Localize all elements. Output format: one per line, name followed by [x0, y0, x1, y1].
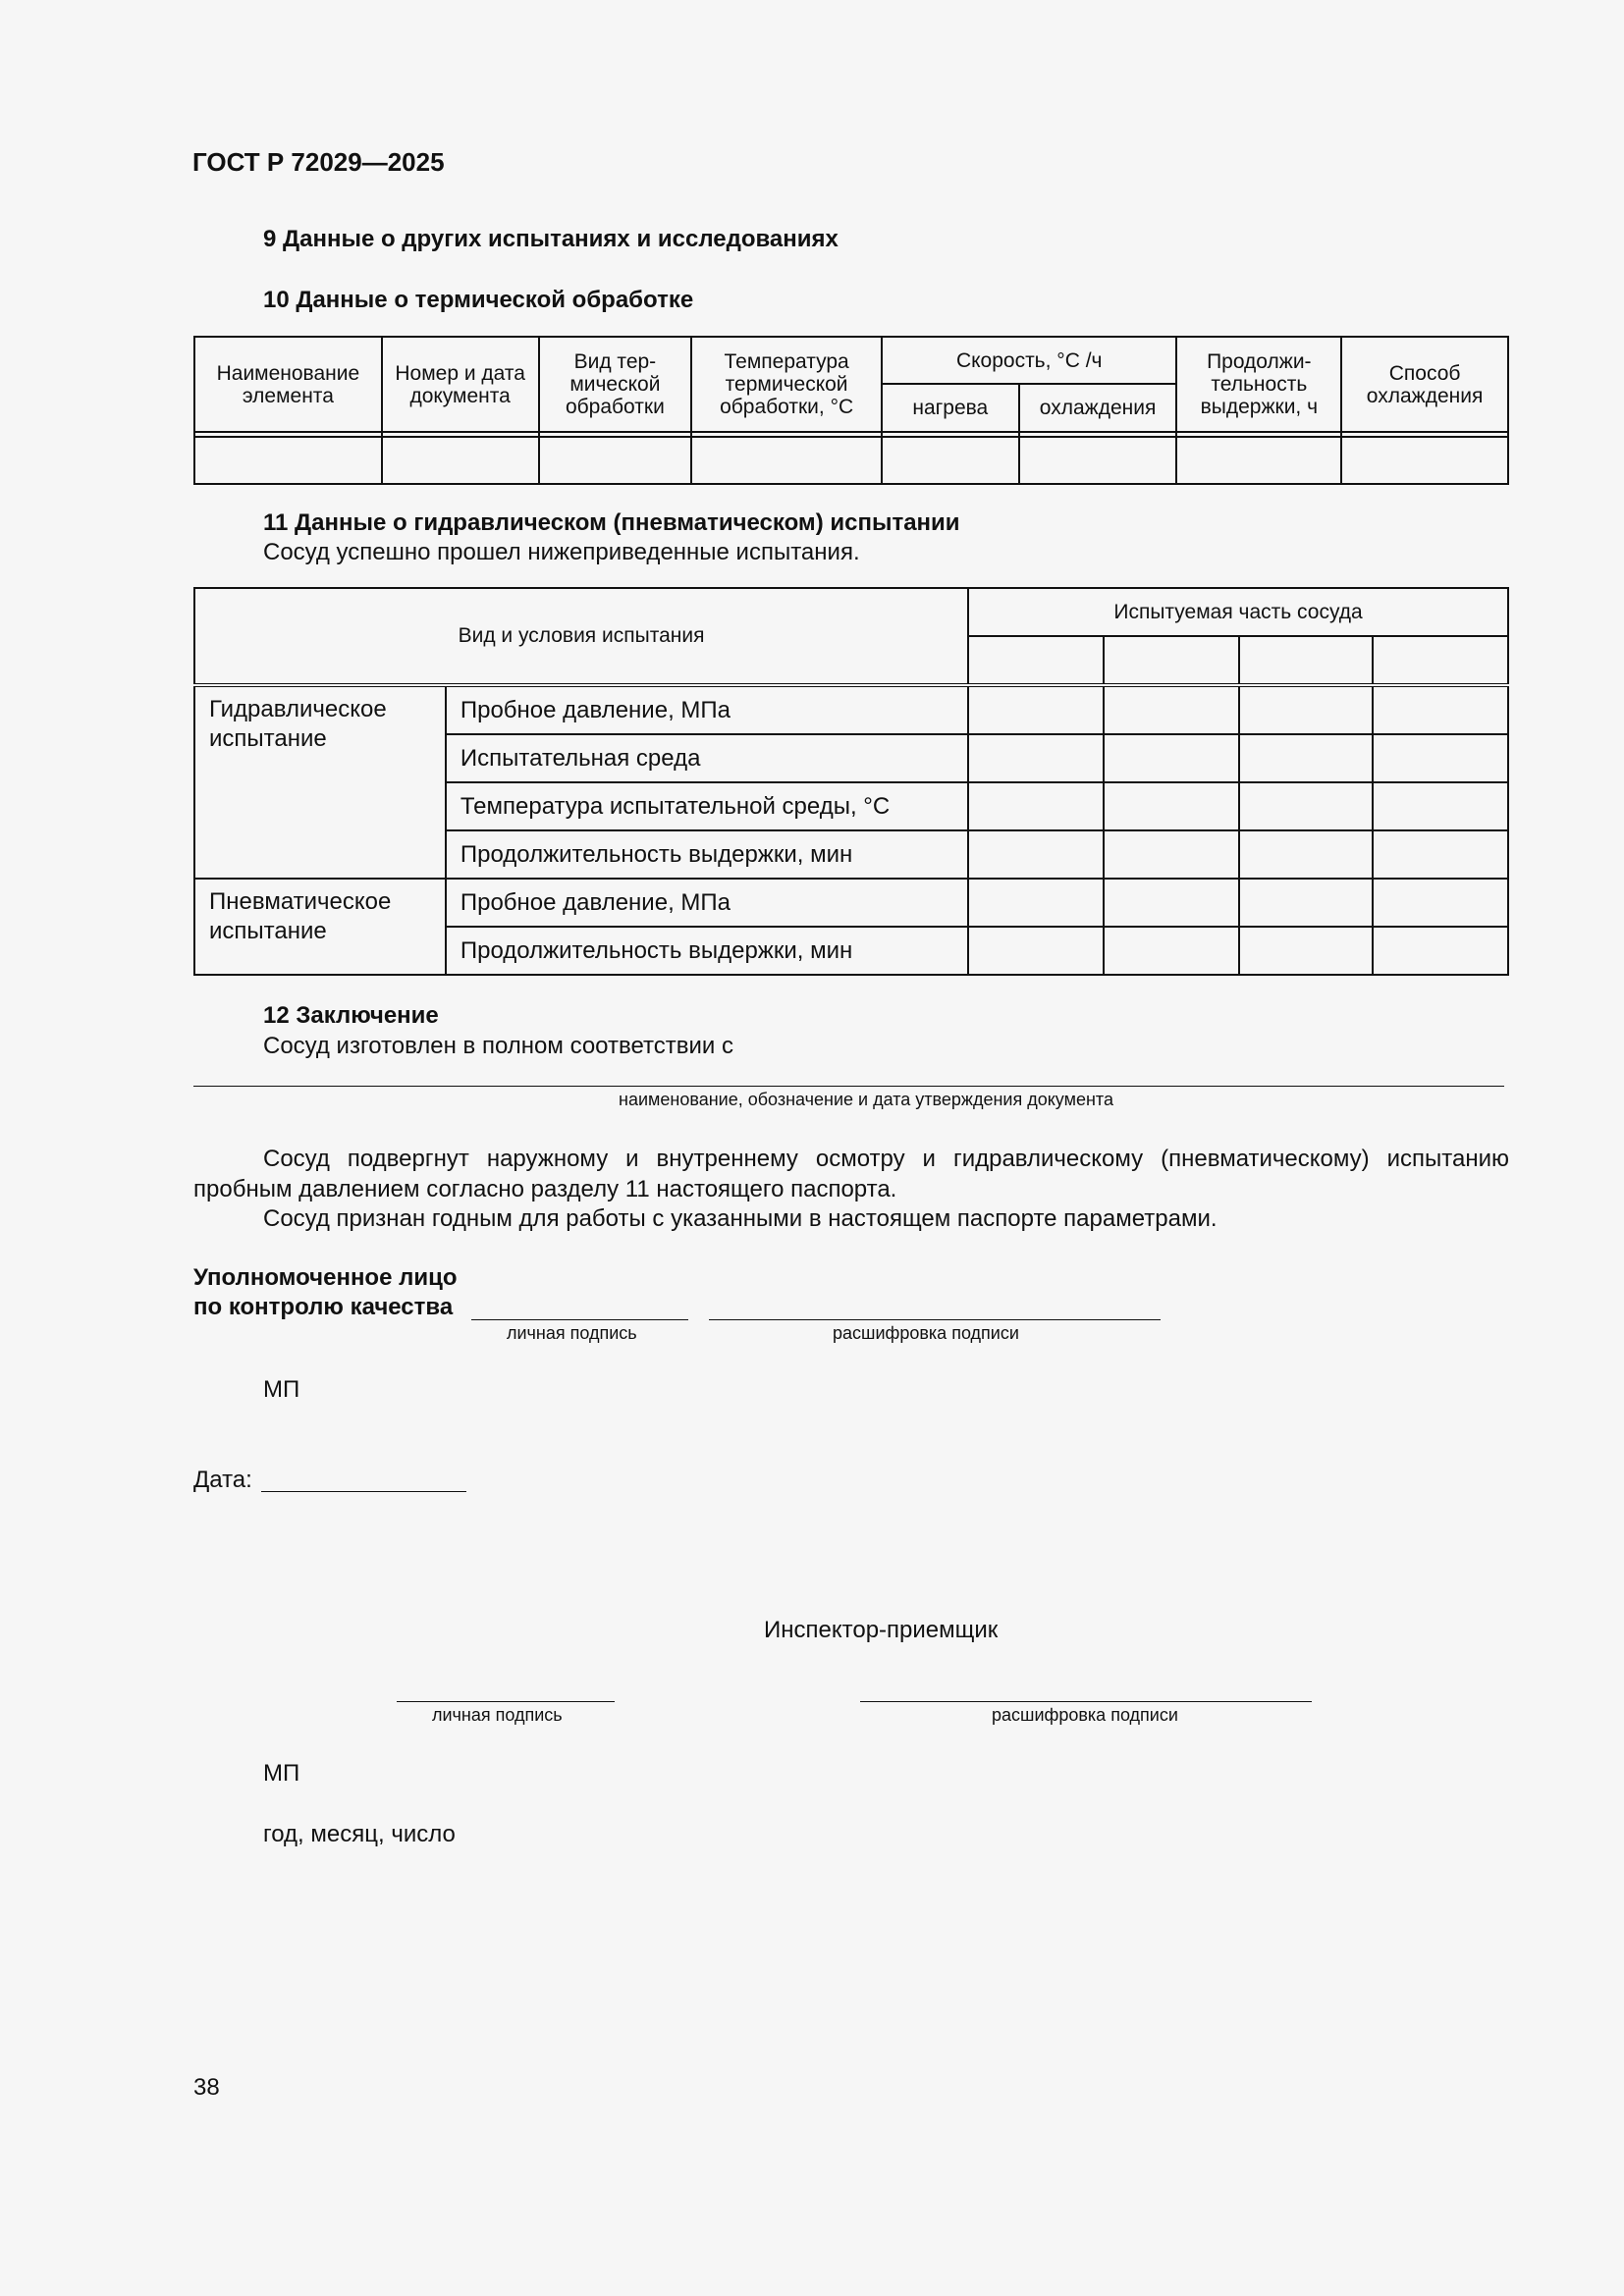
document-reference-line[interactable] [193, 1086, 1504, 1087]
table-cell[interactable] [882, 437, 1019, 484]
col-document: Номер и дата документа [382, 337, 539, 432]
table-cell[interactable] [968, 636, 1104, 685]
signature-decode-line[interactable] [709, 1319, 1161, 1320]
table-cell[interactable] [968, 782, 1104, 830]
table-cell[interactable] [691, 437, 882, 484]
pressure-test-table [193, 587, 1509, 976]
date-line[interactable] [261, 1491, 466, 1492]
inspector-decode-caption: расшифровка подписи [992, 1705, 1178, 1725]
table-cell[interactable] [1373, 636, 1508, 685]
heat-treatment-table [193, 336, 1509, 485]
table-cell[interactable] [1239, 782, 1374, 830]
signature-line[interactable] [471, 1319, 688, 1320]
table-cell[interactable] [1104, 927, 1239, 975]
stamp-label: МП [263, 1376, 300, 1403]
table-cell[interactable] [968, 830, 1104, 879]
pneumatic-test-label: Пневматическое испытание [194, 879, 446, 975]
section-11-title: 11 Данные о гидравлическом (пневматическом) испытании [263, 509, 960, 536]
section-10-title: 10 Данные о термической обработке [263, 287, 694, 313]
row-hold-duration: Продолжительность выдержки, мин [446, 830, 968, 879]
hydraulic-test-label: Гидравлическое испытание [194, 685, 446, 879]
table-cell[interactable] [1104, 685, 1239, 734]
col-treatment-type: Вид тер-мической обработки [539, 337, 692, 432]
table-cell[interactable] [1373, 879, 1508, 927]
table-row [194, 879, 1508, 927]
table-cell[interactable] [1176, 437, 1341, 484]
date-format-caption: год, месяц, число [263, 1821, 456, 1847]
row-pn-hold-duration: Продолжительность выдержки, мин [446, 927, 968, 975]
table-cell[interactable] [968, 879, 1104, 927]
date-label: Дата: [193, 1467, 252, 1493]
table-cell[interactable] [1239, 830, 1374, 879]
table-cell[interactable] [1373, 927, 1508, 975]
signature-decode-caption: расшифровка подписи [833, 1323, 1019, 1343]
row-test-pressure: Пробное давление, МПа [446, 685, 968, 734]
inspector-decode-line[interactable] [860, 1701, 1312, 1702]
table-cell[interactable] [1104, 830, 1239, 879]
col-speed-cooling: охлаждения [1019, 384, 1177, 432]
inspection-paragraph: Сосуд подвергнут наружному и внутреннему осмотру и гидравлическому (пневматическому) испытанию пробным давлением согласно разделу 11 настоящего паспорта. [193, 1146, 1509, 1202]
fitness-paragraph: Сосуд признан годным для работы с указанными в настоящем паспорте параметрами. [263, 1205, 1218, 1232]
stamp-label-2: МП [263, 1760, 300, 1787]
table-cell[interactable] [382, 437, 539, 484]
table-cell[interactable] [194, 437, 382, 484]
section-9-title: 9 Данные о других испытаниях и исследованиях [263, 226, 839, 252]
table-cell[interactable] [1104, 782, 1239, 830]
authorized-person-line1: Уполномоченное лицо [193, 1264, 458, 1291]
authorized-person-line2: по контролю качества [193, 1294, 454, 1320]
table-cell[interactable] [1019, 437, 1177, 484]
col-tested-part: Испытуемая часть сосуда [968, 588, 1508, 636]
table-cell[interactable] [1239, 685, 1374, 734]
table-cell[interactable] [1341, 437, 1508, 484]
table-cell[interactable] [1373, 782, 1508, 830]
table-cell[interactable] [1239, 879, 1374, 927]
table-row [194, 685, 1508, 734]
inspector-signature-line[interactable] [397, 1701, 615, 1702]
table-cell[interactable] [968, 734, 1104, 782]
document-reference-caption: наименование, обозначение и дата утверждения документа [619, 1090, 1113, 1109]
table-cell[interactable] [539, 437, 692, 484]
table-cell[interactable] [1373, 830, 1508, 879]
col-speed-heating: нагрева [882, 384, 1019, 432]
col-treatment-temperature: Температура термической обработки, °С [691, 337, 882, 432]
personal-signature-caption: личная подпись [507, 1323, 637, 1343]
col-speed: Скорость, °С /ч [882, 337, 1177, 384]
inspector-signature-caption: личная подпись [432, 1705, 563, 1725]
table-cell[interactable] [968, 927, 1104, 975]
table-cell[interactable] [1373, 734, 1508, 782]
table-cell[interactable] [1104, 636, 1239, 685]
col-test-kind: Вид и условия испытания [194, 588, 968, 685]
page-number: 38 [193, 2074, 220, 2101]
table-cell[interactable] [1104, 734, 1239, 782]
conclusion-text: Сосуд изготовлен в полном соответствии с [263, 1033, 733, 1059]
section-12-title: 12 Заключение [263, 1002, 439, 1029]
table-cell[interactable] [1239, 734, 1374, 782]
table-cell[interactable] [1104, 879, 1239, 927]
document-code: ГОСТ Р 72029—2025 [192, 147, 445, 177]
table-cell[interactable] [968, 685, 1104, 734]
section-11-intro: Сосуд успешно прошел нижеприведенные испытания. [263, 539, 860, 565]
table-cell[interactable] [1239, 927, 1374, 975]
table-row [194, 437, 1508, 484]
table-cell[interactable] [1239, 636, 1374, 685]
col-duration: Продолжи-тельность выдержки, ч [1176, 337, 1341, 432]
row-test-medium: Испытательная среда [446, 734, 968, 782]
col-element-name: Наименование элемента [194, 337, 382, 432]
table-cell[interactable] [1373, 685, 1508, 734]
inspector-title: Инспектор-приемщик [764, 1617, 999, 1643]
row-pn-test-pressure: Пробное давление, МПа [446, 879, 968, 927]
col-cooling-method: Способ охлаждения [1341, 337, 1508, 432]
row-medium-temperature: Температура испытательной среды, °С [446, 782, 968, 830]
